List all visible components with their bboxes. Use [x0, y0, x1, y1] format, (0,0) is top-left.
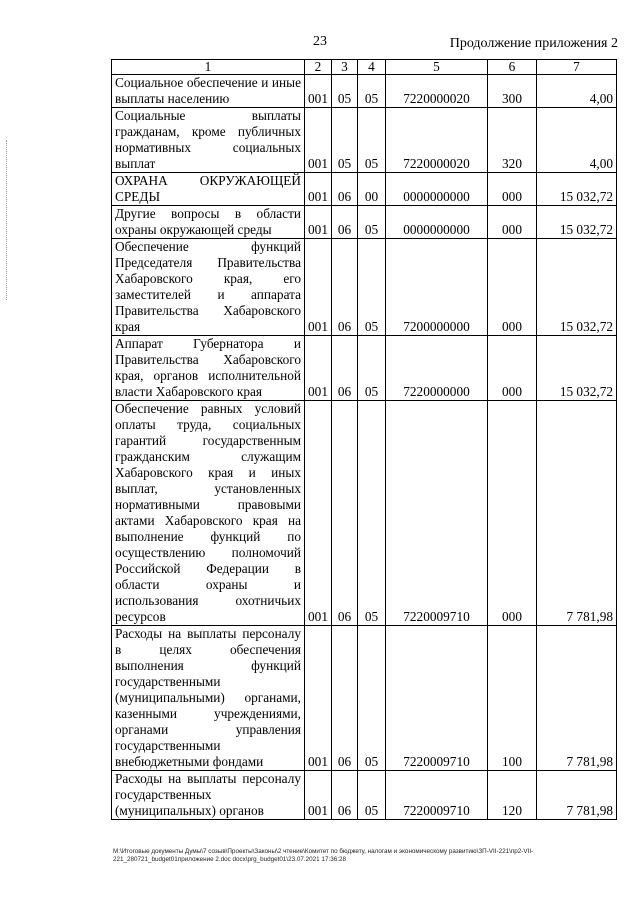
target-article-code: 7220009710	[386, 626, 488, 771]
column-header: 2	[305, 60, 332, 75]
ministry-code: 001	[305, 206, 332, 239]
section-code: 05	[332, 108, 358, 173]
table-row	[112, 239, 617, 336]
section-code: 06	[332, 401, 358, 626]
expense-type-code: 000	[488, 401, 537, 626]
table-row	[112, 108, 617, 173]
budget-table	[111, 59, 617, 820]
target-article-code: 7220000000	[386, 336, 488, 401]
continuation-title: Продолжение приложения 2	[449, 36, 618, 51]
target-article-code: 7220009710	[386, 771, 488, 820]
amount: 7 781,98	[537, 401, 617, 626]
ministry-code: 001	[305, 75, 332, 108]
section-code: 06	[332, 336, 358, 401]
section-code: 05	[332, 75, 358, 108]
expense-name: Обеспечение равных условий оплаты труда, социальных гарантий государственным гражданским служащим Хабаровского края и иных выплат, установленных нормативными правовыми актами Хабаровского края на выполнение функций по осуществлению полномочий Российской Федерации в области охраны и использования охотничьих ресурсов	[112, 401, 305, 626]
expense-type-code: 300	[488, 75, 537, 108]
amount: 15 032,72	[537, 206, 617, 239]
subsection-code: 05	[358, 206, 386, 239]
expense-name: Расходы на выплаты персоналу государственных (муниципальных) органов	[112, 771, 305, 820]
table-row	[112, 626, 617, 771]
target-article-code: 7200000000	[386, 239, 488, 336]
page-number: 23	[313, 34, 327, 49]
expense-name: ОХРАНА ОКРУЖАЮЩЕЙ СРЕДЫ	[112, 173, 305, 206]
target-article-code: 7220000020	[386, 75, 488, 108]
amount: 7 781,98	[537, 771, 617, 820]
section-code: 06	[332, 626, 358, 771]
column-header: 3	[332, 60, 358, 75]
column-header: 6	[488, 60, 537, 75]
amount: 15 032,72	[537, 239, 617, 336]
column-number-row	[112, 60, 617, 75]
ministry-code: 001	[305, 771, 332, 820]
table-row	[112, 173, 617, 206]
subsection-code: 05	[358, 239, 386, 336]
expense-name: Другие вопросы в области охраны окружающей среды	[112, 206, 305, 239]
target-article-code: 7220009710	[386, 401, 488, 626]
expense-type-code: 320	[488, 108, 537, 173]
expense-type-code: 000	[488, 336, 537, 401]
subsection-code: 00	[358, 173, 386, 206]
expense-name: Социальное обеспечение и иные выплаты населению	[112, 75, 305, 108]
expense-name: Аппарат Губернатора и Правительства Хабаровского края, органов исполнительной власти Хабаровского края	[112, 336, 305, 401]
subsection-code: 05	[358, 75, 386, 108]
subsection-code: 05	[358, 108, 386, 173]
expense-type-code: 120	[488, 771, 537, 820]
column-header: 4	[358, 60, 386, 75]
expense-type-code: 000	[488, 239, 537, 336]
subsection-code: 05	[358, 401, 386, 626]
expense-name: Расходы на выплаты персоналу в целях обеспечения выполнения функций государственными (муниципальными) органами, казенными учреждениями, органами управления государственными внебюджетными фондами	[112, 626, 305, 771]
expense-name: Обеспечение функций Председателя Правительства Хабаровского края, его заместителей и аппарата Правительства Хабаровского края	[112, 239, 305, 336]
expense-type-code: 000	[488, 206, 537, 239]
amount: 15 032,72	[537, 336, 617, 401]
table-row	[112, 771, 617, 820]
scan-margin-mark	[6, 140, 9, 300]
section-code: 06	[332, 239, 358, 336]
target-article-code: 0000000000	[386, 206, 488, 239]
column-header: 1	[112, 60, 305, 75]
target-article-code: 7220000020	[386, 108, 488, 173]
section-code: 06	[332, 771, 358, 820]
ministry-code: 001	[305, 336, 332, 401]
table-row	[112, 206, 617, 239]
expense-type-code: 100	[488, 626, 537, 771]
column-header: 5	[386, 60, 488, 75]
table-row	[112, 75, 617, 108]
amount: 15 032,72	[537, 173, 617, 206]
subsection-code: 05	[358, 336, 386, 401]
ministry-code: 001	[305, 173, 332, 206]
amount: 4,00	[537, 75, 617, 108]
amount: 7 781,98	[537, 626, 617, 771]
ministry-code: 001	[305, 239, 332, 336]
subsection-code: 05	[358, 771, 386, 820]
subsection-code: 05	[358, 626, 386, 771]
table-row	[112, 401, 617, 626]
table-row	[112, 336, 617, 401]
section-code: 06	[332, 173, 358, 206]
expense-name: Социальные выплаты гражданам, кроме публичных нормативных социальных выплат	[112, 108, 305, 173]
ministry-code: 001	[305, 401, 332, 626]
amount: 4,00	[537, 108, 617, 173]
ministry-code: 001	[305, 626, 332, 771]
file-path-footer: M:\Итоговые документы Думы\7 созыв\Проекты\Законы\2 чтение\Комитет по бюджету, налогам и экономическому развитию\ЗП-VII-221\пр2-VII-221_280721_budget01приложение 2.doc docx\prg_budget01\23.07.2021 17:36:28	[113, 848, 534, 863]
ministry-code: 001	[305, 108, 332, 173]
section-code: 06	[332, 206, 358, 239]
column-header: 7	[537, 60, 617, 75]
target-article-code: 0000000000	[386, 173, 488, 206]
expense-type-code: 000	[488, 173, 537, 206]
